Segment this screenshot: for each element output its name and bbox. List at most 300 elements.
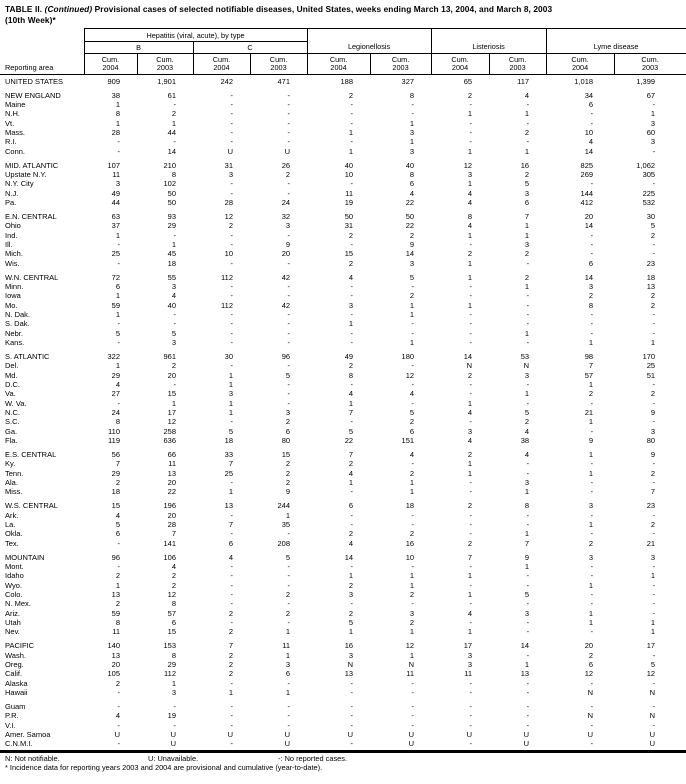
lyme-group-header: Lyme disease	[546, 29, 686, 54]
value-cell: 67	[646, 90, 656, 100]
footnote-legend	[0, 753, 686, 764]
value-cell: 1	[650, 338, 656, 347]
value-cell: -	[469, 580, 473, 590]
value-cell: 2	[409, 618, 415, 627]
table-row	[0, 739, 686, 748]
value-cell: 30	[224, 351, 233, 361]
value-cell: U	[170, 739, 176, 749]
value-cell: 12	[584, 669, 594, 679]
value-cell: 1	[285, 688, 291, 697]
value-cell: -	[230, 720, 233, 730]
value-cell: 2	[285, 589, 291, 599]
value-cell: 18	[224, 436, 233, 446]
value-cell: -	[652, 379, 656, 389]
value-cell: 208	[277, 538, 291, 548]
value-cell: 2	[348, 459, 354, 469]
value-cell: 2	[115, 478, 120, 487]
value-cell: 20	[111, 659, 120, 669]
value-cell: -	[526, 338, 530, 347]
value-cell: -	[526, 571, 530, 581]
value-cell: 2	[650, 519, 656, 529]
value-cell: 3	[348, 650, 354, 660]
value-cell: -	[526, 137, 530, 147]
value-cell: -	[287, 561, 291, 571]
area-cell: MID. ATLANTIC	[5, 160, 59, 170]
value-cell: 2	[650, 300, 656, 310]
value-cell: 1	[348, 128, 354, 137]
value-cell: -	[526, 99, 530, 109]
value-cell: -	[526, 519, 530, 529]
value-cell: 3	[228, 169, 233, 179]
area-cell: Ind.	[5, 230, 18, 240]
value-cell: 1	[467, 300, 473, 310]
value-cell: -	[526, 379, 530, 389]
value-cell: -	[652, 249, 656, 259]
value-cell: 1	[171, 118, 176, 128]
value-cell: 1	[409, 118, 415, 128]
value-cell: 1	[524, 659, 530, 669]
value-cell: 37	[111, 221, 120, 231]
value-cell: -	[469, 618, 473, 627]
value-cell: 32	[281, 211, 291, 221]
area-cell: Fla.	[5, 436, 18, 446]
value-cell: 909	[107, 76, 120, 86]
value-cell: 1	[467, 146, 473, 156]
value-cell: 12	[463, 160, 473, 170]
value-cell: -	[287, 90, 291, 100]
value-cell: -	[287, 720, 291, 730]
value-cell: -	[350, 137, 354, 147]
value-cell: -	[652, 589, 656, 599]
value-cell: -	[350, 720, 354, 730]
value-cell: -	[230, 618, 233, 627]
value-cell: 27	[111, 389, 120, 399]
value-cell: 1	[285, 650, 291, 660]
table-row	[0, 511, 686, 520]
value-cell: 1	[228, 688, 233, 697]
value-cell: 44	[167, 128, 176, 137]
value-cell: U	[587, 729, 594, 739]
value-cell: 5	[171, 328, 176, 338]
value-cell: 7	[228, 641, 233, 651]
value-cell: 1	[171, 239, 176, 249]
table-row	[0, 641, 686, 650]
area-cell: W. Va.	[5, 398, 27, 408]
value-cell: -	[117, 538, 120, 548]
value-cell: -	[469, 561, 473, 571]
value-cell: 6	[285, 669, 291, 679]
value-cell: 2	[409, 417, 415, 427]
value-cell: 1	[409, 627, 415, 637]
value-cell: -	[526, 398, 530, 408]
value-cell: 3	[588, 552, 594, 562]
value-cell: -	[230, 118, 233, 128]
value-cell: 1	[348, 398, 354, 408]
value-cell: -	[230, 281, 233, 291]
value-cell: U	[227, 729, 233, 739]
value-cell: 10	[405, 552, 415, 562]
value-cell: -	[287, 580, 291, 590]
value-cell: -	[350, 510, 354, 520]
area-cell: La.	[5, 519, 16, 529]
value-cell: 22	[405, 221, 415, 231]
value-cell: -	[469, 599, 473, 609]
value-cell: -	[287, 529, 291, 539]
table-row	[0, 450, 686, 459]
value-cell: 15	[344, 249, 354, 259]
value-cell: -	[350, 281, 354, 291]
table-row	[0, 627, 686, 636]
area-cell: Kans.	[5, 338, 25, 347]
value-cell: 1	[588, 519, 594, 529]
value-cell: -	[173, 319, 176, 329]
area-cell: Mich.	[5, 249, 23, 259]
value-cell: 18	[167, 258, 176, 268]
value-cell: 12	[167, 589, 176, 599]
value-cell: -	[411, 510, 415, 520]
table-row	[0, 329, 686, 338]
area-cell: Iowa	[5, 291, 21, 301]
area-cell: Miss.	[5, 487, 23, 497]
value-cell: 96	[111, 552, 120, 562]
value-cell: 2	[228, 650, 233, 660]
value-cell: 1	[467, 589, 473, 599]
value-cell: -	[117, 258, 120, 268]
value-cell: 5	[524, 589, 530, 599]
area-cell: Ga.	[5, 426, 18, 436]
area-cell: W.S. CENTRAL	[5, 501, 58, 511]
value-cell: 3	[650, 118, 656, 128]
value-cell: 6	[588, 258, 594, 268]
value-cell: 2	[467, 538, 473, 548]
value-cell: 50	[167, 188, 176, 198]
value-cell: 1	[524, 389, 530, 399]
value-cell: 14	[344, 552, 354, 562]
value-cell: 1	[524, 230, 530, 240]
value-cell: 20	[281, 249, 291, 259]
value-cell: -	[230, 328, 233, 338]
value-cell: -	[230, 580, 233, 590]
table-row	[0, 487, 686, 496]
value-cell: 16	[405, 538, 415, 548]
value-cell: 5	[348, 618, 354, 627]
value-cell: -	[230, 319, 233, 329]
value-cell: 3	[467, 650, 473, 660]
value-cell: -	[526, 510, 530, 520]
value-cell: -	[287, 599, 291, 609]
value-cell: 20	[584, 211, 594, 221]
value-cell: -	[230, 258, 233, 268]
value-cell: 15	[111, 501, 120, 511]
table-row	[0, 75, 686, 86]
value-cell: -	[526, 459, 530, 469]
table-row	[0, 100, 686, 109]
value-cell: 3	[588, 501, 594, 511]
table-row	[0, 688, 686, 697]
value-cell: -	[469, 309, 473, 319]
value-cell: 51	[646, 370, 656, 380]
value-cell: -	[350, 711, 354, 721]
value-cell: 2	[524, 417, 530, 427]
value-cell: 1	[115, 230, 120, 240]
table-row	[0, 380, 686, 389]
table-row	[0, 352, 686, 361]
value-cell: -	[526, 720, 530, 730]
value-cell: 1	[348, 478, 354, 487]
value-cell: 151	[401, 436, 415, 446]
area-cell: Ohio	[5, 221, 21, 231]
value-cell: -	[590, 739, 594, 749]
value-cell: 2	[650, 230, 656, 240]
value-cell: 34	[584, 90, 594, 100]
value-cell: -	[652, 417, 656, 427]
value-cell: 9	[650, 449, 656, 459]
value-cell: 66	[167, 449, 176, 459]
value-cell: 3	[285, 408, 291, 417]
value-cell: 14	[584, 272, 594, 282]
value-cell: 2	[228, 221, 233, 231]
cum-year-header: Cum. 2004	[193, 54, 250, 75]
table-row	[0, 389, 686, 398]
value-cell: 112	[221, 300, 233, 310]
value-cell: 19	[167, 711, 176, 721]
area-cell: NEW ENGLAND	[5, 90, 61, 100]
table-row	[0, 249, 686, 258]
value-cell: 1	[467, 571, 473, 581]
value-cell: U	[347, 729, 354, 739]
value-cell: U	[523, 739, 530, 749]
value-cell: -	[590, 118, 594, 128]
value-cell: -	[590, 309, 594, 319]
value-cell: -	[117, 688, 120, 697]
value-cell: 13	[111, 589, 120, 599]
value-cell: 1	[467, 230, 473, 240]
area-cell: V.I.	[5, 720, 16, 730]
value-cell: -	[469, 529, 473, 539]
table-row	[0, 301, 686, 310]
footnote-no-cases: -: No reported cases.	[278, 753, 348, 763]
value-cell: 1	[285, 510, 291, 520]
area-cell: R.I.	[5, 137, 17, 147]
value-cell: 5	[115, 519, 120, 529]
area-cell: Guam	[5, 701, 26, 711]
area-cell: Ariz.	[5, 608, 20, 618]
value-cell: 2	[348, 230, 354, 240]
value-cell: -	[411, 319, 415, 329]
area-cell: Ark.	[5, 510, 19, 520]
value-cell: 3	[467, 169, 473, 179]
value-cell: -	[287, 398, 291, 408]
table-row	[0, 469, 686, 478]
value-cell: 1	[467, 468, 473, 478]
cum-year-header: Cum. 2004	[431, 54, 489, 75]
value-cell: 56	[111, 449, 120, 459]
value-cell: -	[350, 678, 354, 688]
value-cell: -	[590, 599, 594, 609]
value-cell: -	[350, 487, 354, 497]
value-cell: 5	[524, 408, 530, 417]
value-cell: -	[287, 99, 291, 109]
value-cell: 4	[467, 221, 473, 231]
value-cell: 42	[281, 272, 291, 282]
value-cell: 15	[167, 627, 176, 637]
value-cell: -	[652, 239, 656, 249]
value-cell: 2	[348, 258, 354, 268]
value-cell: 2	[285, 478, 291, 487]
value-cell: 13	[167, 468, 176, 478]
value-cell: 1	[409, 309, 415, 319]
value-cell: -	[411, 361, 415, 371]
value-cell: 2	[171, 361, 176, 371]
table-row	[0, 273, 686, 282]
area-cell: Maine	[5, 99, 26, 109]
value-cell: 25	[111, 249, 120, 259]
value-cell: 1	[588, 338, 594, 347]
table-row	[0, 319, 686, 328]
value-cell: 16	[344, 641, 354, 651]
value-cell: -	[526, 627, 530, 637]
value-cell: -	[652, 561, 656, 571]
area-cell: Pa.	[5, 198, 17, 207]
cum-year-header: Cum. 2004	[84, 54, 137, 75]
value-cell: 93	[167, 211, 176, 221]
value-cell: 5	[409, 272, 415, 282]
value-cell: 1	[285, 627, 291, 637]
value-cell: 3	[524, 239, 530, 249]
value-cell: 2	[228, 608, 233, 618]
value-cell: 13	[646, 281, 656, 291]
value-cell: -	[652, 146, 656, 156]
value-cell: 11	[168, 459, 176, 469]
value-cell: 2	[467, 501, 473, 511]
value-cell: -	[411, 99, 415, 109]
value-cell: 1	[524, 529, 530, 539]
value-cell: -	[287, 309, 291, 319]
table-row	[0, 198, 686, 207]
value-cell: -	[590, 239, 594, 249]
area-cell: Wash.	[5, 650, 26, 660]
value-cell: 2	[285, 608, 291, 618]
value-cell: 14	[584, 146, 594, 156]
value-cell: -	[350, 701, 354, 711]
table-row	[0, 590, 686, 599]
value-cell: 8	[115, 618, 120, 627]
value-cell: U	[170, 729, 176, 739]
value-cell: 1	[115, 309, 120, 319]
value-cell: -	[590, 249, 594, 259]
value-cell: 3	[524, 608, 530, 618]
value-cell: -	[526, 309, 530, 319]
value-cell: 3	[348, 300, 354, 310]
value-cell: 11	[112, 627, 120, 637]
value-cell: 1	[115, 291, 120, 301]
value-cell: -	[287, 230, 291, 240]
table-row	[0, 436, 686, 445]
value-cell: 2	[409, 468, 415, 478]
value-cell: 3	[115, 179, 120, 189]
value-cell: 3	[171, 688, 176, 697]
value-cell: -	[590, 529, 594, 539]
value-cell: 2	[650, 291, 656, 301]
table-row	[0, 427, 686, 436]
value-cell: 1	[588, 580, 594, 590]
value-cell: -	[526, 580, 530, 590]
value-cell: 40	[167, 300, 176, 310]
value-cell: -	[287, 291, 291, 301]
value-cell: 72	[111, 272, 120, 282]
value-cell: -	[590, 319, 594, 329]
value-cell: 50	[167, 198, 176, 207]
value-cell: 119	[108, 436, 120, 446]
area-cell: UNITED STATES	[5, 76, 64, 86]
value-cell: -	[287, 328, 291, 338]
cum-year-header: Cum. 2003	[137, 54, 193, 75]
value-cell: 3	[409, 128, 415, 137]
area-cell: Ill.	[5, 239, 13, 249]
value-cell: 102	[163, 179, 176, 189]
value-cell: -	[469, 239, 473, 249]
value-cell: -	[652, 179, 656, 189]
value-cell: -	[350, 338, 354, 347]
table-row	[0, 459, 686, 468]
value-cell: 1	[409, 137, 415, 147]
table-row	[0, 161, 686, 170]
value-cell: 28	[224, 198, 233, 207]
value-cell: -	[117, 720, 120, 730]
value-cell: 9	[588, 436, 594, 446]
value-cell: -	[652, 319, 656, 329]
value-cell: 2	[409, 529, 415, 539]
area-cell: MOUNTAIN	[5, 552, 45, 562]
footnote-incidence: * Incidence data for reporting years 2003 and 2004 are provisional and cumulative (year-to-date).	[5, 763, 323, 773]
table-row	[0, 618, 686, 627]
value-cell: 4	[524, 449, 530, 459]
value-cell: -	[230, 529, 233, 539]
value-cell: -	[652, 650, 656, 660]
value-cell: -	[173, 379, 176, 389]
value-cell: 140	[107, 641, 120, 651]
value-cell: 50	[344, 211, 354, 221]
value-cell: 49	[111, 188, 120, 198]
value-cell: -	[526, 711, 530, 721]
value-cell: -	[526, 678, 530, 688]
hepatitis-group-header: Hepatitis (viral, acute), by type	[84, 29, 307, 42]
value-cell: 3	[409, 608, 415, 618]
value-cell: 141	[163, 538, 176, 548]
value-cell: N	[466, 361, 473, 371]
table-row	[0, 702, 686, 711]
value-cell: -	[526, 300, 530, 310]
value-cell: -	[230, 701, 233, 711]
value-cell: 8	[524, 501, 530, 511]
value-cell: 15	[167, 389, 176, 399]
value-cell: -	[173, 230, 176, 240]
value-cell: 13	[344, 669, 354, 679]
value-cell: -	[469, 711, 473, 721]
value-cell: 38	[111, 90, 120, 100]
value-cell: -	[230, 417, 233, 427]
value-cell: 2	[650, 468, 656, 478]
value-cell: 1	[409, 571, 415, 581]
value-cell: 244	[277, 501, 291, 511]
value-cell: 8	[588, 300, 594, 310]
value-cell: 412	[580, 198, 594, 207]
value-cell: 4	[409, 449, 415, 459]
value-cell: 12	[405, 641, 415, 651]
value-cell: -	[287, 711, 291, 721]
value-cell: -	[469, 389, 473, 399]
table-row	[0, 651, 686, 660]
